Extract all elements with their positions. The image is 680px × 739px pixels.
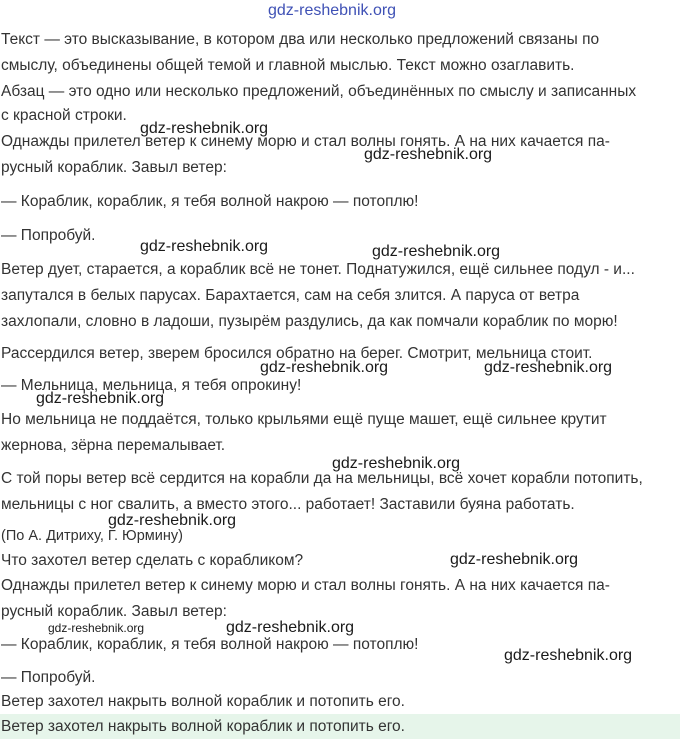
text-line-14: Но мельница не поддаётся, только крыльями ещё пуще машет, ещё сильнее крутит	[1, 411, 607, 428]
watermark: gdz-reshebnik.org	[140, 238, 269, 255]
text-line-5: Однажды прилетел ветер к синему морю и стал волны гонять. А на них качается па-	[1, 133, 610, 150]
watermark: gdz-reshebnik.org	[450, 551, 579, 568]
watermark-top: gdz-reshebnik.org	[268, 2, 397, 19]
watermark: gdz-reshebnik.org	[260, 359, 389, 376]
text-line-6: русный кораблик. Завыл ветер:	[1, 159, 227, 176]
text-line-10: запутался в белых парусах. Барахтается, сам на себя злится. А паруса от ветра	[1, 287, 580, 304]
text-line-13: — Мельница, мельница, я тебя опрокину!	[1, 377, 302, 394]
text-line-3: Абзац — это одно или несколько предложений, объединённых по смыслу и записанных	[1, 83, 637, 100]
text-line-9: Ветер дует, старается, а кораблик всё не тонет. Поднатужился, ещё сильнее подул - и...	[1, 261, 635, 278]
question-line: Что захотел ветер сделать с корабликом?	[1, 552, 304, 569]
watermark: gdz-reshebnik.org	[484, 359, 613, 376]
answer-highlight	[0, 714, 680, 739]
text-line-7: — Кораблик, кораблик, я тебя волной накрою — потоплю!	[1, 193, 419, 210]
text-line-15: жернова, зёрна перемалывает.	[1, 437, 226, 454]
watermark: gdz-reshebnik.org	[504, 647, 633, 664]
text-line-16: С той поры ветер всё сердится на корабли да на мельницы, всё хочет корабли потопить,	[1, 470, 643, 487]
watermark: gdz-reshebnik.org	[48, 621, 145, 635]
watermark: gdz-reshebnik.org	[372, 243, 501, 260]
watermark: gdz-reshebnik.org	[226, 619, 355, 636]
watermark: gdz-reshebnik.org	[36, 390, 165, 407]
answer-text: Ветер захотел накрыть волной кораблик и потопить его.	[1, 718, 405, 735]
text-line-17: мельницы с ног свалить, а вместо этого... работает! Заставили буяна работать.	[1, 496, 575, 513]
text-line-21: русный кораблик. Завыл ветер:	[1, 603, 227, 620]
text-line-4: с красной строки.	[1, 107, 127, 124]
watermark: gdz-reshebnik.org	[364, 146, 493, 163]
text-line-1: Текст — это высказывание, в котором два или несколько предложений связаны по	[1, 31, 600, 48]
text-line-22: — Кораблик, кораблик, я тебя волной накрою — потоплю!	[1, 636, 419, 653]
text-line-23: — Попробуй.	[1, 669, 96, 686]
text-line-12: Рассердился ветер, зверем бросился обратно на берег. Смотрит, мельница стоит.	[1, 345, 593, 362]
text-line-24: Ветер захотел накрыть волной кораблик и потопить его.	[1, 693, 405, 710]
text-line-2: смыслу, объединены общей темой и главной мыслью. Текст можно озаглавить.	[1, 57, 575, 74]
text-line-11: захлопали, словно в ладоши, пузырём раздулись, да как помчали кораблик по морю!	[1, 313, 618, 330]
watermark: gdz-reshebnik.org	[140, 120, 269, 137]
text-line-8: — Попробуй.	[1, 227, 96, 244]
text-line-18: (По А. Дитриху, Г. Юрмину)	[1, 528, 183, 544]
text-line-20: Однажды прилетел ветер к синему морю и стал волны гонять. А на них качается па-	[1, 577, 610, 594]
watermark: gdz-reshebnik.org	[332, 455, 461, 472]
watermark: gdz-reshebnik.org	[108, 512, 237, 529]
